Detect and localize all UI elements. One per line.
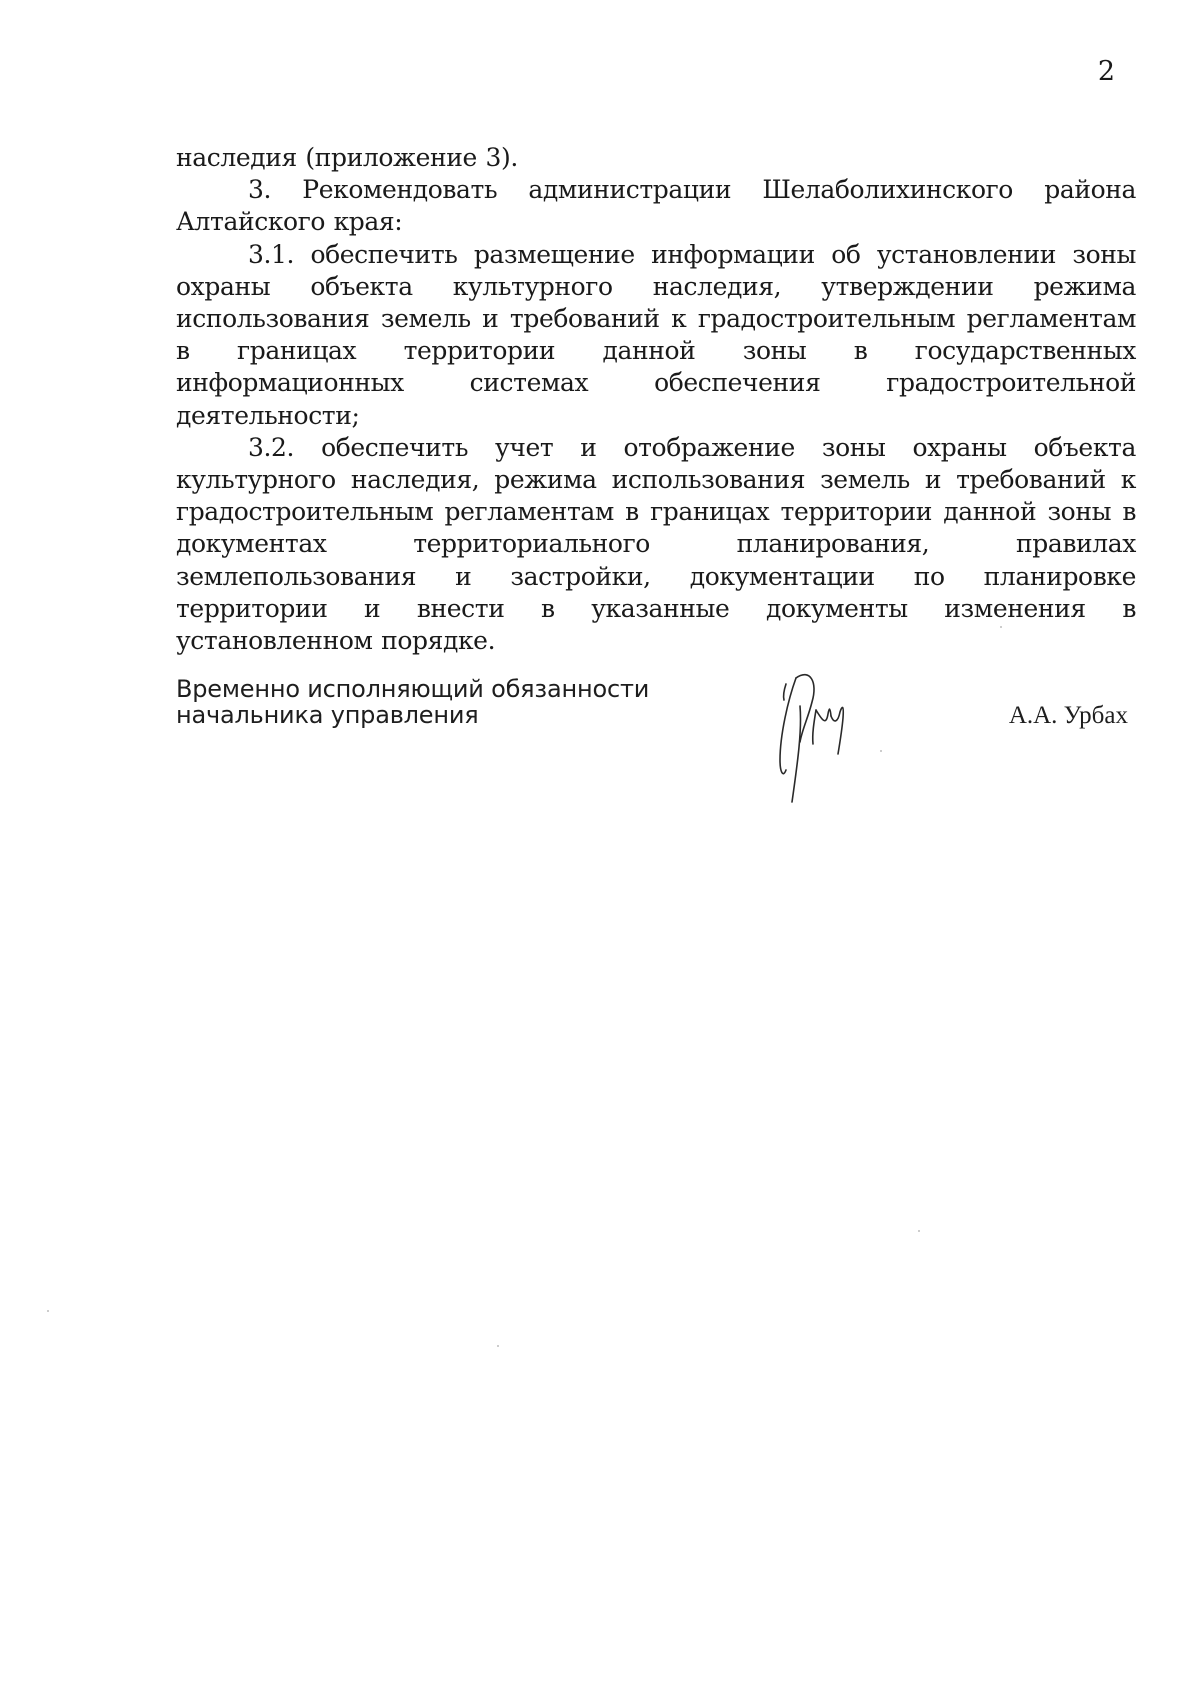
signatory-position-line2: начальника управления <box>176 701 479 729</box>
paragraph-item-3-1: 3.1. обеспечить размещение информации об установлении зоны охраны объекта культурного наследия, утверждении режима использования земель и требований к градостроительным регламентам в границах территории данной зоны в государственных информационных системах обеспечения градостроительной деятельности; <box>176 239 1136 430</box>
paragraph-continuation: наследия (приложение 3). <box>176 143 518 172</box>
scan-speck <box>880 750 882 752</box>
scan-speck <box>497 1345 499 1347</box>
document-body <box>176 142 1136 657</box>
paragraph-item-3: 3. Рекомендовать администрации Шелаболихинского района Алтайского края: <box>176 175 1136 237</box>
scan-speck <box>918 1230 920 1232</box>
signature-block <box>176 676 1136 796</box>
signatory-name: А.А. Урбах <box>1008 702 1128 729</box>
scan-speck <box>47 1310 49 1312</box>
page-number: 2 <box>1097 56 1115 87</box>
handwritten-signature <box>758 660 868 810</box>
signatory-position-line1: Временно исполняющий обязанности <box>176 675 650 703</box>
paragraph-item-3-2: 3.2. обеспечить учет и отображение зоны охраны объекта культурного наследия, режима использования земель и требований к градостроительным регламентам в границах территории данной зоны в документах территориального планирования, правилах землепользования и застройки, документации по планировке территории и внести в указанные документы изменения в установленном порядке. <box>176 432 1136 656</box>
signatory-position <box>176 676 649 728</box>
scan-speck <box>1000 626 1002 628</box>
